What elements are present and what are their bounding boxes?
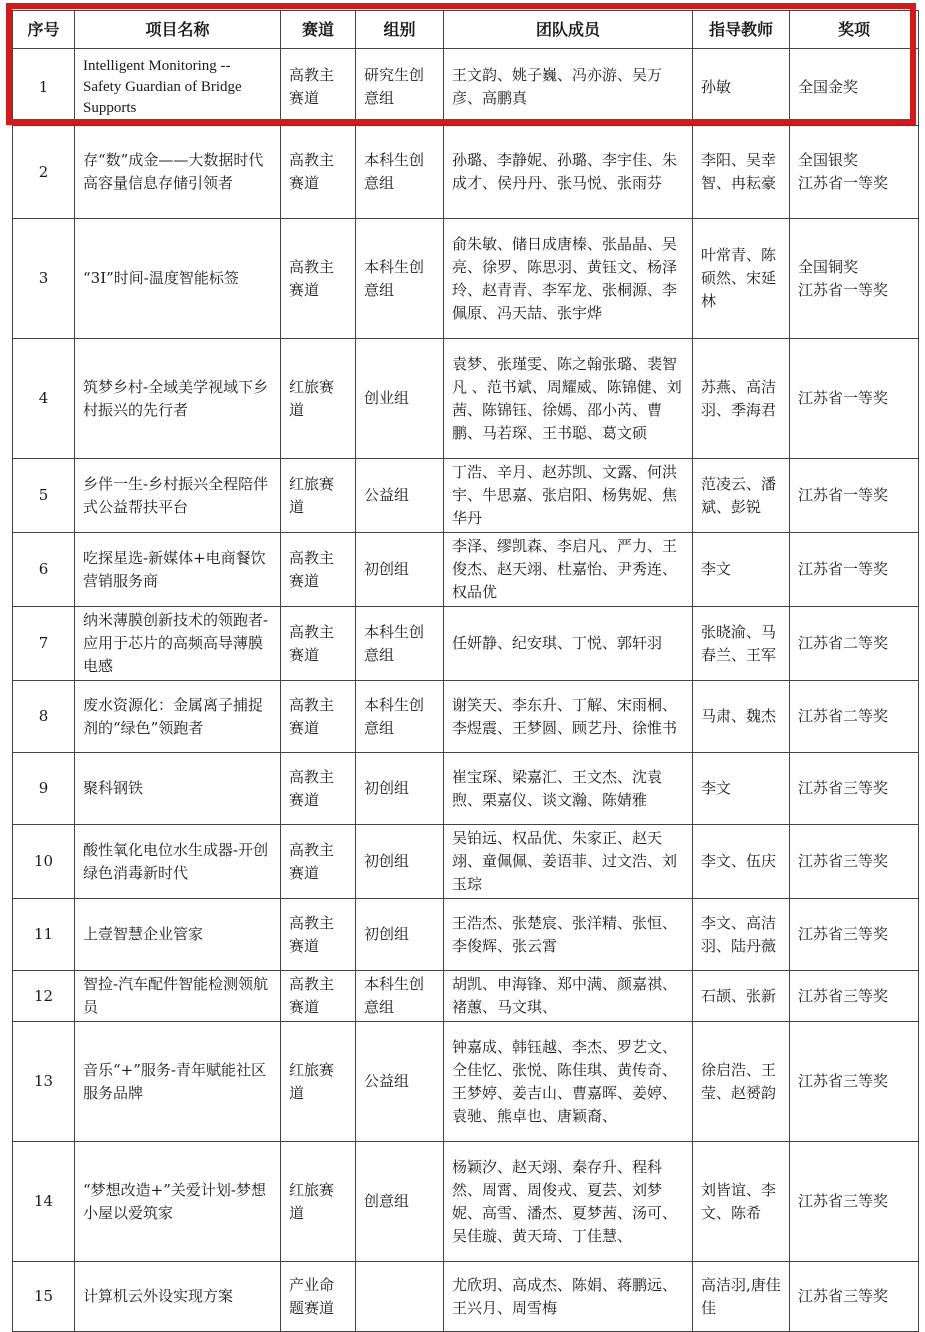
table-row xyxy=(13,607,919,681)
table-row xyxy=(13,899,919,971)
award: 江苏省三等奖 xyxy=(790,1022,919,1142)
track: 高教主赛道 xyxy=(281,533,356,607)
project-name: 筑梦乡村-全域美学视域下乡村振兴的先行者 xyxy=(75,339,281,459)
project-name: 乡伴一生-乡村振兴全程陪伴式公益帮扶平台 xyxy=(75,459,281,533)
team-members: 王文韵、姚子巍、冯亦游、吴万彦、高鹏真 xyxy=(444,49,693,126)
project-name: 纳米薄膜创新技术的领跑者-应用于芯片的高频高导薄膜电感 xyxy=(75,607,281,681)
award: 江苏省一等奖 xyxy=(790,339,919,459)
project-name: “3I”时间-温度智能标签 xyxy=(75,219,281,339)
team-members: 胡凯、申海锋、郑中满、颜嘉祺、褚蕙、马文琪、 xyxy=(444,971,693,1022)
advisor: 李文、伍庆 xyxy=(693,825,790,899)
advisor: 徐启浩、王莹、赵赟韵 xyxy=(693,1022,790,1142)
track: 高教主赛道 xyxy=(281,753,356,825)
row-index: 13 xyxy=(13,1022,75,1142)
header-project: 项目名称 xyxy=(75,11,281,49)
award: 江苏省三等奖 xyxy=(790,1262,919,1332)
advisor: 叶常青、陈硕然、宋延林 xyxy=(693,219,790,339)
advisor: 李文 xyxy=(693,533,790,607)
team-members: 李泽、缪凯森、李启凡、严力、王俊杰、赵天翊、杜嘉怡、尹秀连、权品优 xyxy=(444,533,693,607)
track: 红旅赛道 xyxy=(281,1142,356,1262)
row-index: 7 xyxy=(13,607,75,681)
track: 产业命题赛道 xyxy=(281,1262,356,1332)
award: 江苏省三等奖 xyxy=(790,753,919,825)
group: 本科生创意组 xyxy=(356,126,444,219)
advisor: 张晓渝、马春兰、王军 xyxy=(693,607,790,681)
advisor: 刘皆谊、李文、陈希 xyxy=(693,1142,790,1262)
team-members: 丁浩、辛月、赵苏凯、文露、何洪宇、牛思嘉、张启阳、杨隽妮、焦华丹 xyxy=(444,459,693,533)
track: 高教主赛道 xyxy=(281,126,356,219)
row-index: 14 xyxy=(13,1142,75,1262)
header-advisor: 指导教师 xyxy=(693,11,790,49)
table-row xyxy=(13,681,919,753)
table-row xyxy=(13,1142,919,1262)
group: 研究生创意组 xyxy=(356,49,444,126)
award: 江苏省三等奖 xyxy=(790,899,919,971)
row-index: 6 xyxy=(13,533,75,607)
header-group: 组别 xyxy=(356,11,444,49)
row-index: 11 xyxy=(13,899,75,971)
group: 本科生创意组 xyxy=(356,607,444,681)
advisor: 苏燕、高洁羽、季海君 xyxy=(693,339,790,459)
award: 江苏省二等奖 xyxy=(790,681,919,753)
team-members: 王浩杰、张楚宸、张洋精、张恒、李俊辉、张云霄 xyxy=(444,899,693,971)
group: 公益组 xyxy=(356,459,444,533)
project-name: 音乐“+”服务-青年赋能社区服务品牌 xyxy=(75,1022,281,1142)
header-track: 赛道 xyxy=(281,11,356,49)
team-members: 俞朱敏、储日成唐榛、张晶晶、吴亮、徐罗、陈思羽、黄钰文、杨泽玲、赵青青、李军龙、张桐源、李佩原、冯天喆、张宇烨 xyxy=(444,219,693,339)
row-index: 10 xyxy=(13,825,75,899)
team-members: 孙璐、李静妮、孙璐、李宇佳、朱成才、侯丹丹、张马悦、张雨芬 xyxy=(444,126,693,219)
group: 创业组 xyxy=(356,339,444,459)
project-name: 智捡-汽车配件智能检测领航员 xyxy=(75,971,281,1022)
track: 红旅赛道 xyxy=(281,1022,356,1142)
award: 江苏省一等奖 xyxy=(790,459,919,533)
row-index: 1 xyxy=(13,49,75,126)
award: 全国银奖 江苏省一等奖 xyxy=(790,126,919,219)
award: 江苏省三等奖 xyxy=(790,1142,919,1262)
track: 高教主赛道 xyxy=(281,681,356,753)
award: 江苏省一等奖 xyxy=(790,533,919,607)
group: 创意组 xyxy=(356,1142,444,1262)
row-index: 5 xyxy=(13,459,75,533)
group: 初创组 xyxy=(356,753,444,825)
project-name: 上壹智慧企业管家 xyxy=(75,899,281,971)
group: 公益组 xyxy=(356,1022,444,1142)
project-name: Intelligent Monitoring -- Safety Guardian of Bridge Supports xyxy=(75,49,281,126)
table-row xyxy=(13,49,919,126)
table-row xyxy=(13,825,919,899)
advisor: 孙敏 xyxy=(693,49,790,126)
team-members: 钟嘉成、韩钰越、李杰、罗艺文、仝佳忆、张悦、陈佳琪、黄传奇、王梦婷、姜吉山、曹嘉晖、姜婷、袁驰、熊卓也、唐颖裔、 xyxy=(444,1022,693,1142)
table-row xyxy=(13,219,919,339)
row-index: 8 xyxy=(13,681,75,753)
group: 初创组 xyxy=(356,825,444,899)
group: 本科生创意组 xyxy=(356,219,444,339)
group: 本科生创意组 xyxy=(356,681,444,753)
track: 高教主赛道 xyxy=(281,825,356,899)
advisor: 李文、高洁羽、陆丹薇 xyxy=(693,899,790,971)
project-name: “梦想改造+”关爱计划-梦想小屋以爱筑家 xyxy=(75,1142,281,1262)
award: 全国金奖 xyxy=(790,49,919,126)
project-name: 吃探星选-新媒体+电商餐饮营销服务商 xyxy=(75,533,281,607)
advisor: 高洁羽,唐佳佳 xyxy=(693,1262,790,1332)
group xyxy=(356,1262,444,1332)
group: 初创组 xyxy=(356,899,444,971)
row-index: 3 xyxy=(13,219,75,339)
row-index: 4 xyxy=(13,339,75,459)
award: 全国铜奖 江苏省一等奖 xyxy=(790,219,919,339)
header-row xyxy=(13,11,919,49)
team-members: 崔宝琛、梁嘉汇、王文杰、沈袁煦、栗嘉仪、谈文瀚、陈婧雅 xyxy=(444,753,693,825)
team-members: 任妍静、纪安琪、丁悦、郭轩羽 xyxy=(444,607,693,681)
advisor: 石颉、张新 xyxy=(693,971,790,1022)
header-index: 序号 xyxy=(13,11,75,49)
awards-table xyxy=(12,10,919,1332)
advisor: 李文 xyxy=(693,753,790,825)
table-row xyxy=(13,126,919,219)
row-index: 2 xyxy=(13,126,75,219)
award: 江苏省三等奖 xyxy=(790,971,919,1022)
track: 红旅赛道 xyxy=(281,459,356,533)
table-row xyxy=(13,1022,919,1142)
project-name: 聚科钢铁 xyxy=(75,753,281,825)
row-index: 12 xyxy=(13,971,75,1022)
award: 江苏省三等奖 xyxy=(790,825,919,899)
advisor: 李阳、吴幸智、冉耘豪 xyxy=(693,126,790,219)
table-row xyxy=(13,339,919,459)
group: 本科生创意组 xyxy=(356,971,444,1022)
advisor: 范凌云、潘斌、彭锐 xyxy=(693,459,790,533)
project-name: 计算机云外设实现方案 xyxy=(75,1262,281,1332)
header-award: 奖项 xyxy=(790,11,919,49)
team-members: 尤欣玥、高成杰、陈娟、蒋鹏远、王兴月、周雪梅 xyxy=(444,1262,693,1332)
team-members: 吴铂远、权品优、朱家正、赵天翊、童佩佩、姜语菲、过文浩、刘玉琮 xyxy=(444,825,693,899)
team-members: 杨颖汐、赵天翊、秦存升、程科然、周霄、周俊戎、夏芸、刘梦妮、高雪、潘杰、夏梦茜、汤可、吴佳璇、黄天琦、丁佳慧、 xyxy=(444,1142,693,1262)
track: 高教主赛道 xyxy=(281,899,356,971)
table-row xyxy=(13,533,919,607)
table-row xyxy=(13,753,919,825)
track: 高教主赛道 xyxy=(281,971,356,1022)
project-name: 酸性氧化电位水生成器-开创绿色消毒新时代 xyxy=(75,825,281,899)
advisor: 马肃、魏杰 xyxy=(693,681,790,753)
table-row xyxy=(13,1262,919,1332)
table-row xyxy=(13,459,919,533)
group: 初创组 xyxy=(356,533,444,607)
award: 江苏省二等奖 xyxy=(790,607,919,681)
project-name: 废水资源化：金属离子捕捉剂的“绿色”领跑者 xyxy=(75,681,281,753)
track: 高教主赛道 xyxy=(281,219,356,339)
row-index: 15 xyxy=(13,1262,75,1332)
team-members: 谢笑天、李东升、丁解、宋雨桐、李煜震、王梦圆、顾艺丹、徐惟书 xyxy=(444,681,693,753)
header-members: 团队成员 xyxy=(444,11,693,49)
track: 高教主赛道 xyxy=(281,49,356,126)
track: 红旅赛道 xyxy=(281,339,356,459)
team-members: 袁梦、张瑾雯、陈之翰张璐、裴智凡 、范书斌、周耀威、陈锦健、刘茜、陈锦钰、徐嫣、邵小芮、曹鹏、马若琛、王书聪、葛文硕 xyxy=(444,339,693,459)
row-index: 9 xyxy=(13,753,75,825)
track: 高教主赛道 xyxy=(281,607,356,681)
project-name: 存“数”成金——大数据时代高容量信息存储引领者 xyxy=(75,126,281,219)
table-row xyxy=(13,971,919,1022)
